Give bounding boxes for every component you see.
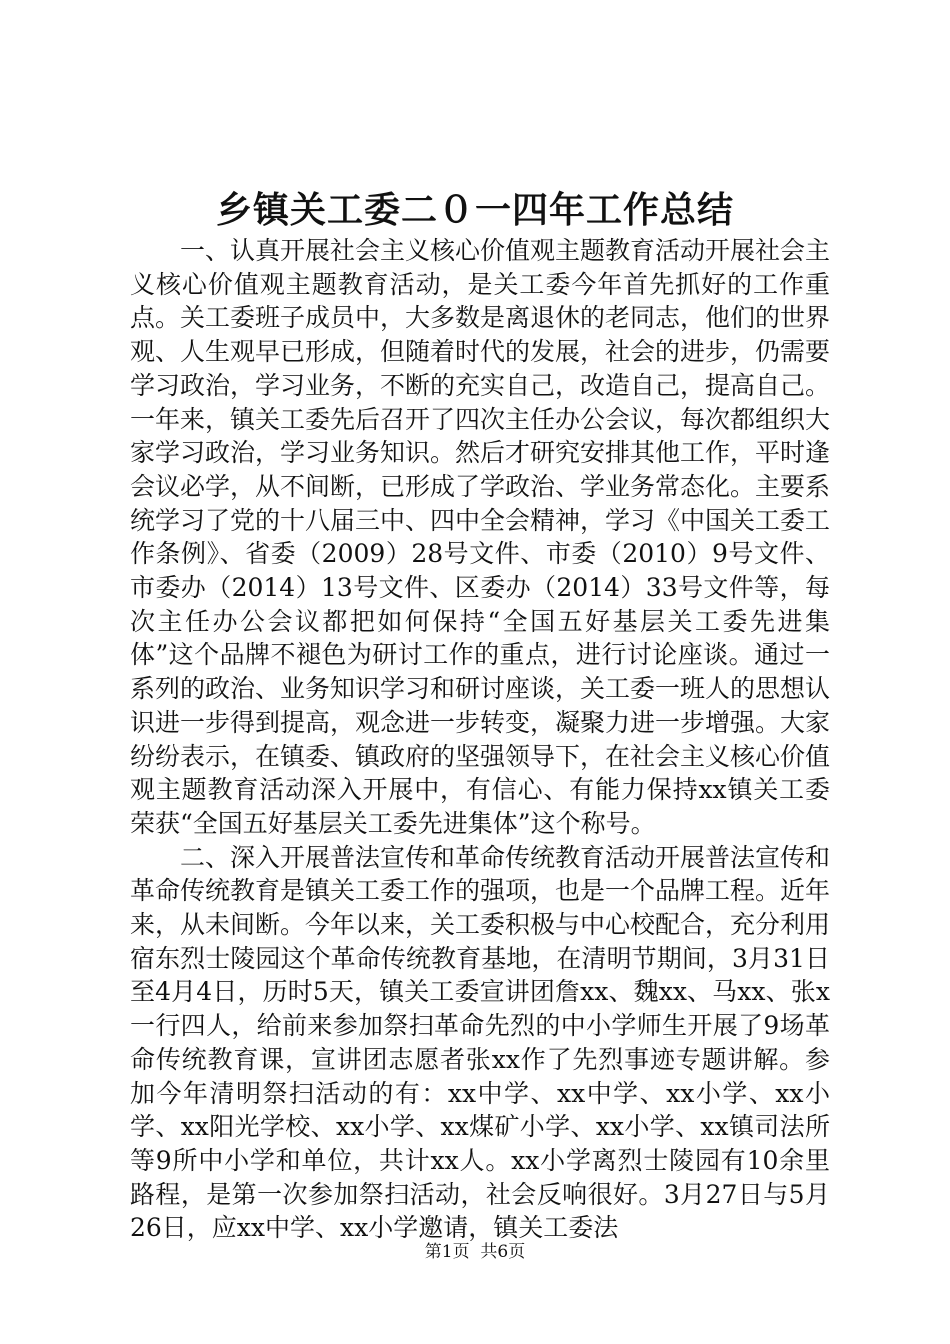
footer-gap <box>470 1242 481 1262</box>
document-body <box>130 234 830 1245</box>
document-title: 乡镇关工委二０一四年工作总结 <box>215 189 734 231</box>
page-number: 第1页 <box>424 1242 470 1262</box>
paragraph-1: 一、认真开展社会主义核心价值观主题教育活动开展社会主义核心价值观主题教育活动，是关工委今年首先抓好的工作重点。关工委班子成员中，大多数是离退休的老同志，他们的世界观、人生观早已形成，但随着时代的发展，社会的进步，仍需要学习政治，学习业务，不断的充实自己，改造自己，提高自己。一年来，镇关工委先后召开了四次主任办公会议，每次都组织大家学习政治，学习业务知识。然后才研究安排其他工作，平时逢会议必学，从不间断，已形成了学政治、学业务常态化。主要系统学习了党的十八届三中、四中全会精神，学习《中国关工委工作条例》、省委（2009）28号文件、市委（2010）9号文件、市委办（2014）13号文件、区委办（2014）33号文件等，每次主任办公会议都把如何保持“全国五好基层关工委先进集体”这个品牌不褪色为研讨工作的重点，进行讨论座谈。通过一系列的政治、业务知识学习和研讨座谈，关工委一班人的思想认识进一步得到提高，观念进一步转变，凝聚力进一步增强。大家纷纷表示，在镇委、镇政府的坚强领导下，在社会主义核心价值观主题教育活动深入开展中，有信心、有能力保持xx镇关工委荣获“全国五好基层关工委先进集体”这个称号。 <box>130 236 831 838</box>
page-footer <box>0 1240 950 1264</box>
page-total: 共6页 <box>480 1242 526 1262</box>
paragraph-2: 二、深入开展普法宣传和革命传统教育活动开展普法宣传和革命传统教育是镇关工委工作的强项，也是一个品牌工程。近年来，从未间断。今年以来，关工委积极与中心校配合，充分利用宿东烈士陵园这个革命传统教育基地，在清明节期间，3月31日至4月4日，历时5天，镇关工委宣讲团詹xx、魏xx、马xx、张x一行四人，给前来参加祭扫革命先烈的中小学师生开展了9场革命传统教育课，宣讲团志愿者张xx作了先烈事迹专题讲解。参加今年清明祭扫活动的有：xx中学、xx中学、xx小学、xx小学、xx阳光学校、xx小学、xx煤矿小学、xx小学、xx镇司法所等9所中小学和单位，共计xx人。xx小学离烈士陵园有10余里路程，是第一次参加祭扫活动，社会反响很好。3月27日与5月26日，应xx中学、xx小学邀请，镇关工委法 <box>130 842 831 1243</box>
